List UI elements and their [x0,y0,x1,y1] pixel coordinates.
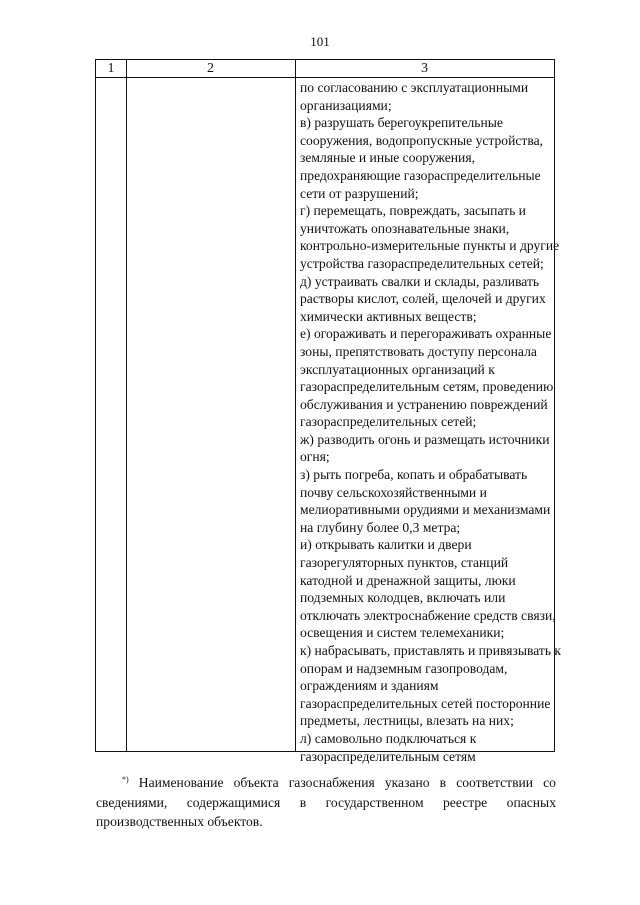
table-text-line: г) перемещать, повреждать, засыпать и [300,203,526,219]
column-3-text [300,79,562,765]
document-table [95,59,562,764]
table-text-line: освещения и систем телемеханики; [300,625,505,641]
table-text-line: земляные и иные сооружения, [300,150,475,166]
table-text-line: д) устраивать свалки и склады, разливать [300,273,540,289]
table-text-line: зоны, препятствовать доступу персонала [300,343,537,359]
column-divider [126,60,127,751]
table-text-line: опорам и надземным газопроводам, [300,660,508,676]
table-text-line: химически активных веществ; [300,308,477,324]
header-divider [96,77,554,78]
table-text-line: газораспределительным сетям, проведению [300,379,554,395]
table-text-line: е) огораживать и перегораживать охранные [300,326,552,342]
table-text-line: на глубину более 0,3 метра; [300,519,461,535]
table-text-line: сооружения, водопропускные устройства, [300,132,544,148]
footnote-line: сведениями, содержащимися в государственном реестре опасных [96,794,556,810]
table-text-line: устройства газораспределительных сетей; [300,255,544,271]
table-text-line: з) рыть погреба, копать и обрабатывать [300,467,528,483]
table-text-line: катодной и дренажной защиты, люки [300,572,516,588]
table-text-line: ж) разводить огонь и размещать источники [300,431,550,447]
table-text-line: подземных колодцев, включать или [300,590,506,606]
table-text-line: мелиоративными орудиями и механизмами [300,502,551,518]
table-text-line: предметы, лестницы, влезать на них; [300,713,514,729]
footnote-marker: *) [122,775,129,784]
table-text-line: сети от разрушений; [300,185,419,201]
table-text-line: эксплуатационных организаций к [300,361,495,377]
table-text-line: газораспределительным сетям [300,748,476,764]
table-text-line: почву сельскохозяйственными и [300,484,487,500]
table-text-line: в) разрушать берегоукрепительные [300,115,503,131]
table-text-line: газораспределительных сетей посторонние [300,695,551,711]
footnote-text: Наименование объекта газоснабжения указано в соответствии со [138,775,556,790]
table-text-line: предохраняющие газораспределительные [300,167,541,183]
footnote [96,770,556,832]
footnote-line [96,770,556,793]
table-text-line: газораспределительных сетей; [300,414,477,430]
table-text-line: газорегуляторных пунктов, станций [300,555,509,571]
column-header-2: 2 [207,61,214,76]
table-text-line: по согласованию с эксплуатационными [300,80,529,95]
table-text-line: растворы кислот, солей, щелочей и других [300,291,546,307]
table-text-line: л) самовольно подключаться к [300,730,477,746]
table-text-line: контрольно-измерительные пункты и другие [300,238,560,254]
table-text-line: организациями; [300,97,392,113]
table-text-line: к) набрасывать, приставлять и привязывать к [300,643,562,658]
column-header-1: 1 [107,61,115,76]
column-divider [295,60,296,751]
footnote-line: производственных объектов. [96,814,263,829]
table-text-line: огня; [300,449,330,465]
table-text-line: и) открывать калитки и двери [300,537,472,553]
table-text-line: отключать электроснабжение средств связи, [300,607,556,623]
page-number: 101 [310,34,330,49]
column-header-3: 3 [421,61,428,76]
table-text-line: уничтожать опознавательные знаки, [300,220,510,236]
table-text-line: ограждениям и зданиям [300,678,439,694]
table-text-line: обслуживания и устранению повреждений [300,396,548,412]
